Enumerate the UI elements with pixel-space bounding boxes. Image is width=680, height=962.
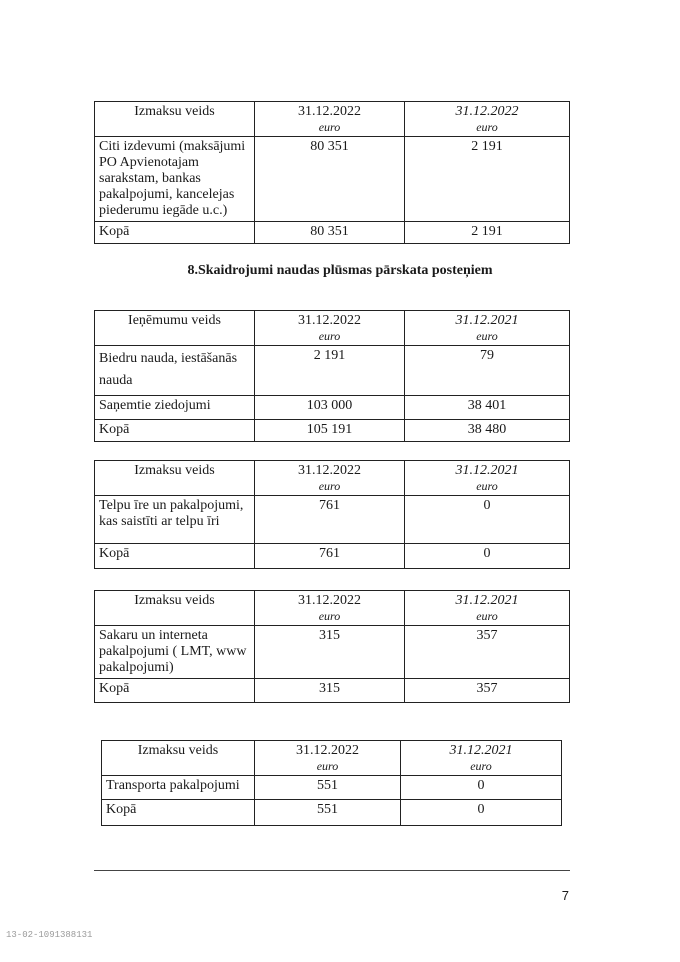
- header-cell: 31.12.2022 euro: [255, 591, 405, 626]
- row-value: 2 191: [255, 346, 405, 396]
- row-value: 315: [255, 679, 405, 703]
- row-value: 38 401: [405, 396, 570, 420]
- row-value: 357: [405, 679, 570, 703]
- expense-table-transport: [101, 740, 562, 826]
- header-cell: 31.12.2021 euro: [405, 591, 570, 626]
- income-table: [94, 310, 570, 442]
- section-title: 8.Skaidrojumi naudas plūsmas pārskata posteņiem: [187, 263, 493, 278]
- row-value: 38 480: [405, 420, 570, 442]
- table-row-total: [95, 544, 570, 569]
- row-label: Kopā: [95, 544, 255, 569]
- row-label: Saņemtie ziedojumi: [95, 396, 255, 420]
- row-label: Sakaru un interneta pakalpojumi ( LMT, www pakalpojumi): [95, 626, 255, 679]
- row-value: 79: [405, 346, 570, 396]
- footer-divider: [94, 870, 570, 871]
- expense-table-communications: [94, 590, 570, 703]
- row-value: 103 000: [255, 396, 405, 420]
- table-header-row: [95, 591, 570, 626]
- header-cell: Izmaksu veids: [95, 461, 255, 496]
- expense-table-premises: [94, 460, 570, 569]
- header-cell: Izmaksu veids: [102, 741, 255, 776]
- table-header-row: [95, 102, 570, 137]
- row-label: Kopā: [95, 420, 255, 442]
- row-value: 551: [255, 800, 401, 826]
- row-label: Biedru nauda, iestāšanās nauda: [95, 346, 255, 396]
- row-value: 551: [255, 776, 401, 800]
- row-value: 0: [401, 776, 562, 800]
- header-cell: 31.12.2022 euro: [255, 311, 405, 346]
- row-value: 2 191: [405, 137, 570, 222]
- row-value: 2 191: [405, 222, 570, 244]
- header-cell: 31.12.2022 euro: [255, 461, 405, 496]
- table-row: [95, 137, 570, 222]
- table-row: [95, 346, 570, 396]
- row-value: 357: [405, 626, 570, 679]
- row-value: 315: [255, 626, 405, 679]
- row-label: Citi izdevumi (maksājumi PO Apvienotajam sarakstam, bankas pakalpojumi, kancelejas piederumu iegāde u.c.): [95, 137, 255, 222]
- row-value: 761: [255, 496, 405, 544]
- header-cell: 31.12.2021 euro: [405, 311, 570, 346]
- header-cell: 31.12.2022 euro: [255, 102, 405, 137]
- table-header-row: [95, 461, 570, 496]
- header-cell: Izmaksu veids: [95, 591, 255, 626]
- row-value: 80 351: [255, 222, 405, 244]
- document-code: 13-02-1091388131: [6, 930, 93, 940]
- row-label: Kopā: [102, 800, 255, 826]
- row-label: Telpu īre un pakalpojumi, kas saistīti ar telpu īri: [95, 496, 255, 544]
- row-label: Transporta pakalpojumi: [102, 776, 255, 800]
- header-cell: Izmaksu veids: [95, 102, 255, 137]
- header-cell: 31.12.2021 euro: [405, 461, 570, 496]
- header-cell: 31.12.2022 euro: [255, 741, 401, 776]
- table-row-total: [95, 679, 570, 703]
- header-cell: 31.12.2021 euro: [401, 741, 562, 776]
- table-row-total: [95, 222, 570, 244]
- row-label: Kopā: [95, 222, 255, 244]
- page-number: 7: [561, 888, 569, 903]
- table-row-total: [102, 800, 562, 826]
- table-header-row: [102, 741, 562, 776]
- row-value: 80 351: [255, 137, 405, 222]
- row-value: 105 191: [255, 420, 405, 442]
- table-row: [102, 776, 562, 800]
- row-value: 0: [405, 544, 570, 569]
- table-row: [95, 396, 570, 420]
- table-row: [95, 626, 570, 679]
- row-value: 0: [401, 800, 562, 826]
- header-cell: Ieņēmumu veids: [95, 311, 255, 346]
- expense-table-other: [94, 101, 570, 244]
- table-row: [95, 496, 570, 544]
- header-cell: 31.12.2022 euro: [405, 102, 570, 137]
- row-value: 761: [255, 544, 405, 569]
- row-label: Kopā: [95, 679, 255, 703]
- table-header-row: [95, 311, 570, 346]
- table-row-total: [95, 420, 570, 442]
- row-value: 0: [405, 496, 570, 544]
